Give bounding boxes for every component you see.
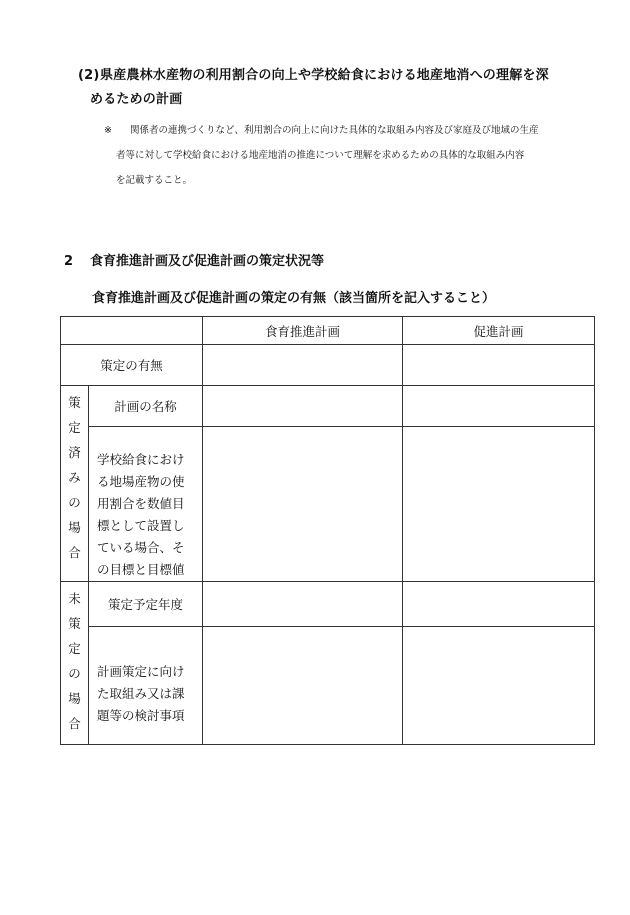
heading-2 xyxy=(64,250,324,269)
group-done-char: 定 xyxy=(68,420,81,435)
row-plan-name xyxy=(61,386,595,427)
row-efforts xyxy=(61,627,595,745)
cell-target-shokuiku[interactable] xyxy=(203,427,403,582)
group-done-char: み xyxy=(68,470,81,485)
note-line3: を記載すること。 xyxy=(116,175,193,186)
cell-efforts-sokushin[interactable] xyxy=(403,627,595,745)
cell-planned-year-shokuiku[interactable] xyxy=(203,582,403,627)
section-number: (2) xyxy=(78,68,100,83)
row-label-target-line: ている場合、そ xyxy=(97,540,185,555)
row-label-efforts xyxy=(89,627,203,745)
row-target xyxy=(61,427,595,582)
note-line1: 関係者の連携づくりなど、利用割合の向上に向けた具体的な取組み内容及び家庭及び地域の生産 xyxy=(130,125,539,136)
heading-2-title: 食育推進計画及び促進計画の策定状況等 xyxy=(90,254,325,269)
group-done-char: 済 xyxy=(68,445,81,460)
note-mark: ※ xyxy=(104,125,112,136)
row-label-target-line: 用割合を数値目 xyxy=(97,496,185,511)
cell-plan-name-shokuiku[interactable] xyxy=(203,386,403,427)
col-header-sokushin: 促進計画 xyxy=(403,317,595,345)
group-not-done-char: 場 xyxy=(68,691,81,706)
section-title-line1: 県産農林水産物の利用割合の向上や学校給食における地産地消への理解を深 xyxy=(100,68,549,83)
group-done-char: 合 xyxy=(68,545,81,560)
group-done-char: の xyxy=(68,495,81,510)
row-presence xyxy=(61,345,595,386)
group-not-done-char: 合 xyxy=(68,716,81,731)
section-title-line2: めるための計画 xyxy=(90,92,183,107)
corner-cell xyxy=(61,317,203,345)
row-label-efforts-line: 題等の検討事項 xyxy=(97,708,185,723)
group-not-done-char: 未 xyxy=(68,591,81,606)
row-label-efforts-line: た取組み又は課 xyxy=(97,686,185,701)
cell-planned-year-sokushin[interactable] xyxy=(403,582,595,627)
group-done-char: 策 xyxy=(68,395,81,410)
table-title: 食育推進計画及び促進計画の策定の有無（該当箇所を記入すること） xyxy=(92,291,496,306)
group-done-char: 場 xyxy=(68,520,81,535)
cell-plan-name-sokushin[interactable] xyxy=(403,386,595,427)
group-not-done-char: 策 xyxy=(68,616,81,631)
heading-2-number: 2 xyxy=(64,254,74,269)
cell-efforts-shokuiku[interactable] xyxy=(203,627,403,745)
cell-target-sokushin[interactable] xyxy=(403,427,595,582)
cell-presence-shokuiku[interactable] xyxy=(203,345,403,386)
note-line2: 者等に対して学校給食における地産地消の推進について理解を求めるための具体的な取組み内容 xyxy=(116,150,525,161)
row-label-target-line: の目標と目標値 xyxy=(97,562,185,577)
group-label-done xyxy=(61,386,89,582)
plan-status-table xyxy=(60,316,595,745)
group-label-not-done xyxy=(61,582,89,745)
row-label-presence: 策定の有無 xyxy=(61,345,203,386)
row-label-planned-year: 策定予定年度 xyxy=(89,582,203,627)
table-header-row xyxy=(61,317,595,345)
group-not-done-char: の xyxy=(68,666,81,681)
group-not-done-char: 定 xyxy=(68,641,81,656)
row-label-target-line: 学校給食におけ xyxy=(97,452,185,467)
row-planned-year xyxy=(61,582,595,627)
row-label-plan-name: 計画の名称 xyxy=(89,386,203,427)
row-label-target-line: る地場産物の使 xyxy=(97,474,185,489)
row-label-target xyxy=(89,427,203,582)
row-label-target-line: 標として設置し xyxy=(97,518,185,533)
cell-presence-sokushin[interactable] xyxy=(403,345,595,386)
row-label-efforts-line: 計画策定に向け xyxy=(97,664,185,679)
col-header-shokuiku: 食育推進計画 xyxy=(203,317,403,345)
